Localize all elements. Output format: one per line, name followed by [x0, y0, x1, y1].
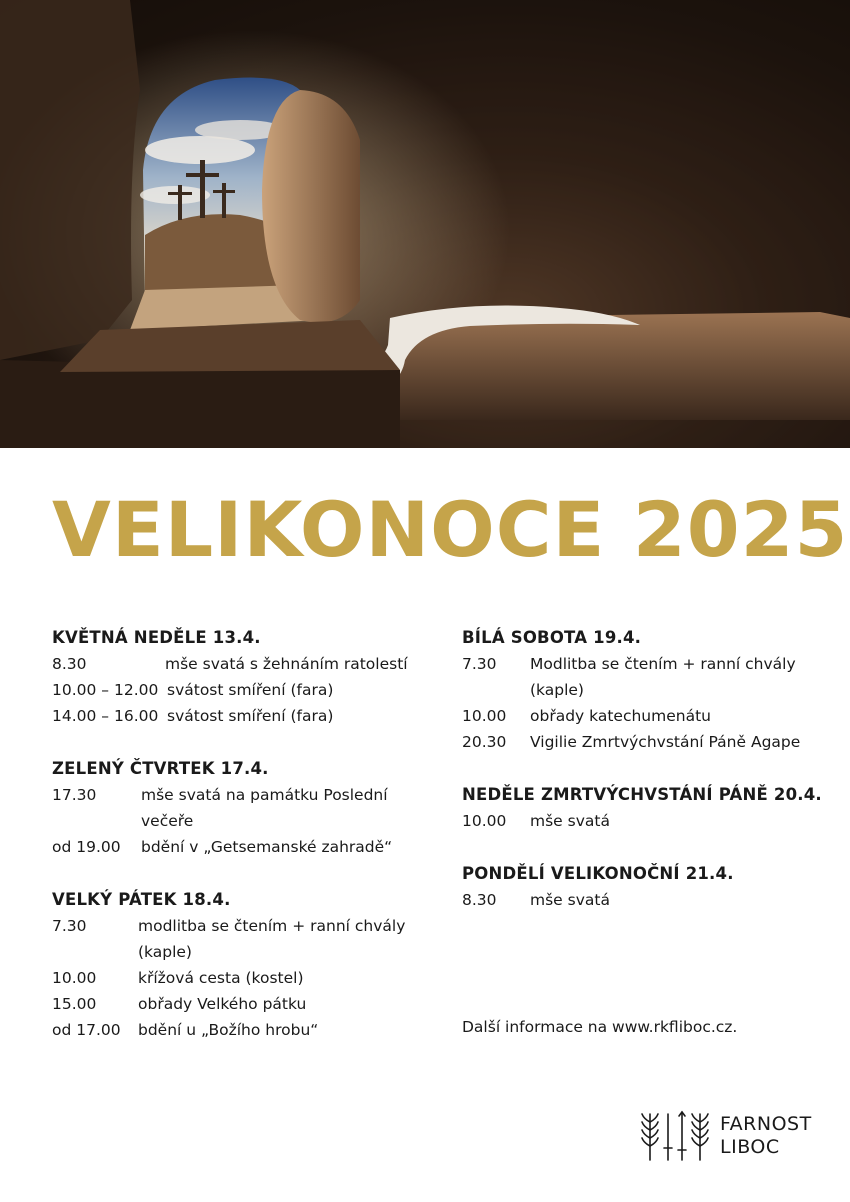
event-time: 10.00 [462, 707, 507, 725]
event-row [52, 965, 442, 991]
event-row [52, 703, 442, 729]
event-time: 10.00 [462, 812, 507, 830]
event-row [52, 1017, 442, 1043]
event-description: Vigilie Zmrtvýchvstání Páně Agape [530, 733, 801, 751]
day-heading: NEDĚLE ZMRTVÝCHVSTÁNÍ PÁNĚ 20.4. [462, 785, 822, 804]
event-row [462, 729, 832, 755]
event-description: Modlitba se čtením + ranní chvály (kaple) [530, 655, 796, 699]
event-row [462, 808, 832, 834]
event-description: mše svatá na památku Poslední večeře [141, 786, 388, 830]
schedule-right-column [462, 625, 832, 940]
event-time: 20.30 [462, 733, 507, 751]
page-title: VELIKONOCE 2025 [52, 485, 849, 574]
parish-logo [638, 1110, 812, 1162]
event-description: mše svatá s žehnáním ratolestí [165, 655, 408, 673]
event-description: mše svatá [530, 891, 610, 909]
event-description: modlitba se čtením + ranní chvály (kaple) [138, 917, 406, 961]
event-time: 10.00 [52, 969, 97, 987]
day-heading: PONDĚLÍ VELIKONOČNÍ 21.4. [462, 864, 734, 883]
event-description: obřady Velkého pátku [138, 995, 307, 1013]
event-description: svátost smíření (fara) [167, 681, 334, 699]
event-row [52, 782, 442, 834]
event-row [52, 677, 442, 703]
logo-line1: FARNOST [720, 1113, 812, 1135]
event-time: 14.00 – 16.00 [52, 707, 159, 725]
day-heading: BÍLÁ SOBOTA 19.4. [462, 628, 642, 647]
day-holy-saturday [462, 625, 832, 755]
event-row [52, 651, 442, 677]
event-time: od 19.00 [52, 838, 121, 856]
event-description: obřady katechumenátu [530, 707, 711, 725]
event-row [462, 887, 832, 913]
event-row [52, 913, 442, 965]
event-row [462, 651, 832, 703]
event-time: 7.30 [462, 655, 497, 673]
logo-line2: LIBOC [720, 1136, 780, 1158]
event-description: mše svatá [530, 812, 610, 830]
event-row [462, 703, 832, 729]
more-info-text: Další informace na www.rkfliboc.cz. [462, 1018, 738, 1036]
day-easter-monday [462, 861, 832, 913]
event-time: 10.00 – 12.00 [52, 681, 159, 699]
event-description: bdění u „Božího hrobu“ [138, 1021, 319, 1039]
event-time: od 17.00 [52, 1021, 121, 1039]
day-maundy-thursday [52, 756, 442, 860]
day-good-friday [52, 887, 442, 1043]
event-row [52, 991, 442, 1017]
day-heading: ZELENÝ ČTVRTEK 17.4. [52, 759, 269, 778]
event-time: 8.30 [462, 891, 497, 909]
tomb-illustration [0, 0, 850, 448]
event-time: 15.00 [52, 995, 97, 1013]
event-description: křížová cesta (kostel) [138, 969, 304, 987]
wheat-sword-icon [638, 1110, 714, 1162]
event-time: 17.30 [52, 786, 97, 804]
day-palm-sunday [52, 625, 442, 729]
day-heading: VELKÝ PÁTEK 18.4. [52, 890, 231, 909]
event-description: svátost smíření (fara) [167, 707, 334, 725]
hero-image-empty-tomb [0, 0, 850, 448]
event-time: 7.30 [52, 917, 87, 935]
logo-text [720, 1113, 812, 1159]
schedule-left-column [52, 625, 442, 1070]
event-description: bdění v „Getsemanské zahradě“ [141, 838, 393, 856]
day-easter-sunday [462, 782, 832, 834]
event-row [52, 834, 442, 860]
day-heading: KVĚTNÁ NEDĚLE 13.4. [52, 628, 261, 647]
event-time: 8.30 [52, 655, 87, 673]
